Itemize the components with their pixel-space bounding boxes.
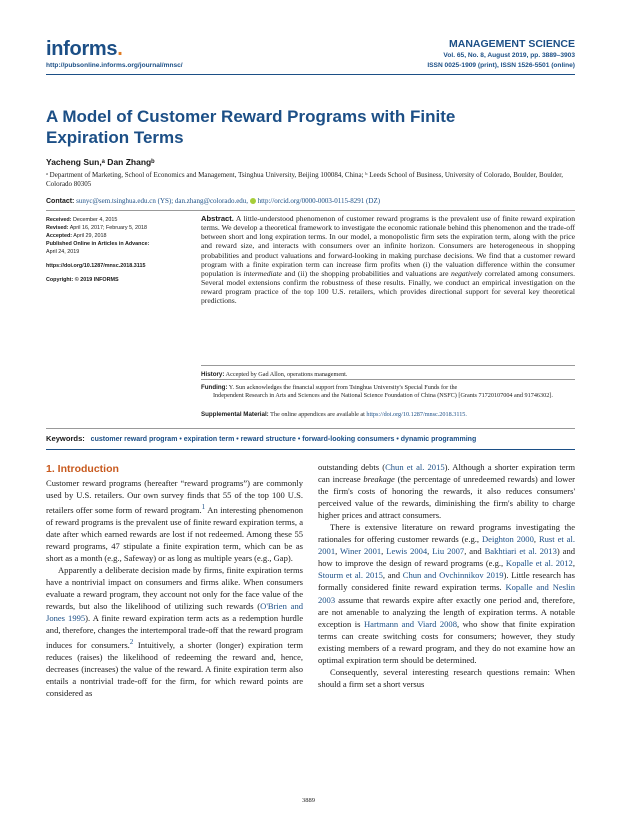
doi-link[interactable]: https://doi.org/10.1287/mnsc.2018.3115 bbox=[46, 263, 146, 269]
keywords-rule bbox=[46, 449, 575, 450]
journal-name: MANAGEMENT SCIENCE bbox=[448, 38, 575, 50]
citation-link[interactable]: Lewis 2004 bbox=[386, 546, 428, 557]
citation-link[interactable]: Deighton 2000 bbox=[481, 534, 534, 545]
history-note: History: Accepted by Gad Allon, operations management. bbox=[201, 371, 348, 378]
citation-link[interactable]: Liu 2007 bbox=[432, 546, 465, 557]
citation-link[interactable]: Kopalle et al. 2012 bbox=[505, 558, 573, 569]
affiliations: ᵃ Department of Marketing, School of Economics and Management, Tsinghua University, Beijing 100084, China; ᵇ Leeds School of Business, University of Colorado, Boulder, Boulder, Colorado 80305 bbox=[46, 171, 564, 188]
page-number: 3889 bbox=[302, 797, 315, 804]
article-metadata: Received: December 4, 2015 Revised: April 16, 2017; February 5, 2018 Accepted: April 29, 2018 Published Online in Articles in Advance: April 24, 2019 https://doi.org/10.1287/mnsc.2018.3115 Copyright: © 2019 INFORMS bbox=[46, 216, 194, 284]
volume-line: Vol. 65, No. 8, August 2019, pp. 3889–3903 bbox=[443, 52, 575, 59]
citation-link[interactable]: Winer 2001 bbox=[340, 546, 382, 557]
contact-emails[interactable]: sunyc@sem.tsinghua.edu.cn (YS); dan.zhang@colorado.edu, bbox=[76, 197, 249, 205]
article-title: A Model of Customer Reward Programs with Finite Expiration Terms bbox=[46, 107, 456, 147]
contact-line: Contact: sunyc@sem.tsinghua.edu.cn (YS); dan.zhang@colorado.edu, http://orcid.org/0000-0003-0115-8291 (DZ) bbox=[46, 197, 381, 205]
divider bbox=[46, 210, 575, 211]
informs-logo: informs. bbox=[46, 38, 123, 60]
author-list: Yacheng Sun,ᵃ Dan Zhangᵇ bbox=[46, 157, 155, 167]
footnote-ref[interactable]: 2 bbox=[129, 638, 134, 647]
keyword-list[interactable]: customer reward program • expiration term • reward structure • forward-looking consumers • dynamic programming bbox=[90, 436, 477, 443]
orcid-icon bbox=[250, 198, 256, 204]
keywords: Keywords: customer reward program • expiration term • reward structure • forward-looking consumers • dynamic programming bbox=[46, 434, 477, 443]
divider bbox=[201, 365, 575, 366]
divider bbox=[201, 379, 575, 380]
issn-line: ISSN 0025-1909 (print), ISSN 1526-5501 (online) bbox=[427, 62, 575, 69]
citation-link[interactable]: Rust et al. 2001 bbox=[318, 534, 575, 557]
funding-note: Funding: Y. Sun acknowledges the financial support from Tsinghua University's Special Funds for the Independent Research in Arts and Sciences and the National Science Foundation of China (NSFC) [Grants 71720107004 and 91746302]. bbox=[201, 384, 553, 399]
journal-url-link[interactable]: http://pubsonline.informs.org/journal/mnsc/ bbox=[46, 62, 183, 69]
citation-link[interactable]: Hartmann and Viard 2008 bbox=[363, 618, 457, 629]
footnote-ref[interactable]: 1 bbox=[201, 503, 206, 512]
body-column-right: outstanding debts (Chun et al. 2015). Although a shorter expiration term can increase breakage (the percentage of unredeemed rewards) and lower the firm's costs of honoring the rewards, it also reduces consumers' perceived value of the rewards, diminishing the firm's ability to charge higher prices and attract consumers. There is extensive literature on reward programs investigating the rationales for offering customer rewards (e.g., Deighton 2000, Rust et al. 2001, Winer 2001, Lewis 2004, Liu 2007, and Bakhtiari et al. 2013) and how to improve the design of reward programs (e.g., Kopalle et al. 2012, Stourm et al. 2015, and Chun and Ovchinnikov 2019). Little research has formally considered finite reward expiration terms. Kopalle and Neslin 2003 assume that rewards expire after exactly one period and, therefore, are not amenable to analyzing the length of expiration terms. A notable exception is Hartmann and Viard 2008, who show that finite expiration terms can create switching costs for consumers; however, they study existing members of a reward program, and they do not examine how an optimal expiration term should be determined. Consequently, several interesting research questions remain: When should a firm set a short versus bbox=[318, 462, 576, 689]
supplemental-note: Supplemental Material: The online appendices are available at https://doi.org/10.1287/mnsc.2018.3115. bbox=[201, 411, 467, 418]
citation-link[interactable]: Stourm et al. 2015 bbox=[318, 570, 383, 581]
citation-link[interactable]: Bakhtiari et al. 2013 bbox=[484, 546, 557, 557]
abstract: Abstract. A little-understood phenomenon of customer reward programs is the prevalent use of finite reward expiration terms. We develop a theoretical framework to investigate the economic rationale behind this phenomenon and the trade-off between short and long expiration terms. In our model, a monopolistic firm sets the expiration term, along with the price and reward size, and interacts with consumers over an infinite horizon. Consumers are heterogeneous in shopping probabilities and product valuations and forward-looking in making purchase decisions. We find that a customer reward program with a finite expiration term can increase firm profits when (i) the valuation difference within the consumer population is intermediate and (ii) the shopping probabilities and valuations are negatively correlated among consumers. Several model extensions confirm the robustness of these results. Finally, we conduct an empirical investigation on the reward program practice of the top 100 U.S. retailers, which provides directional support for several key theoretical predictions. bbox=[201, 214, 576, 306]
citation-link[interactable]: Chun et al. 2015 bbox=[385, 462, 445, 472]
citation-link[interactable]: O'Brien and Jones 1995 bbox=[46, 601, 303, 624]
header-rule bbox=[46, 74, 575, 75]
citation-link[interactable]: Kopalle and Neslin 2003 bbox=[318, 582, 576, 605]
citation-link[interactable]: Chun and Ovchinnikov 2019 bbox=[402, 570, 504, 581]
divider bbox=[46, 428, 575, 429]
section-heading: 1. Introduction bbox=[46, 463, 119, 475]
supplement-link[interactable]: https://doi.org/10.1287/mnsc.2018.3115. bbox=[366, 411, 467, 418]
body-column-left: Customer reward programs (hereafter “reward programs”) are commonly used by U.S. retailers. Our own survey finds that 55 of the top 100 U.S. retailers offer some form of reward program.$^1$ An interesting phenomenon of reward programs is the prevalent use of finite reward expiration terms, a date after which earned rewards are lost if not redeemed. Among these 55 reward programs, 47 stipulate a finite expiration term, which can be as short as a month (e.g., Safeway) or as long as multiple years (e.g., Gap). Apparently a deliberate decision made by firms, finite expiration terms have a nontrivial impact on consumers and firms alike. When consumers evaluate a reward program, they account not only for the face value of the rewards, but also the likelihood of utilizing such rewards (O'Brien and Jones 1995). A finite reward expiration term acts as a redemption hurdle and, therefore, changes the intertemporal trade-off that the reward program induces for consumers.$^2$ Intuitively, a shorter (longer) expiration term reduces (raises) the likelihood of redeeming the reward and, hence, decreases (increases) the value of the reward. A finite expiration term also entails a nontrivial trade-off for the firm, for which reward points are considered as bbox=[46, 478, 303, 699]
orcid-link[interactable]: http://orcid.org/0000-0003-0115-8291 (DZ) bbox=[257, 197, 381, 205]
